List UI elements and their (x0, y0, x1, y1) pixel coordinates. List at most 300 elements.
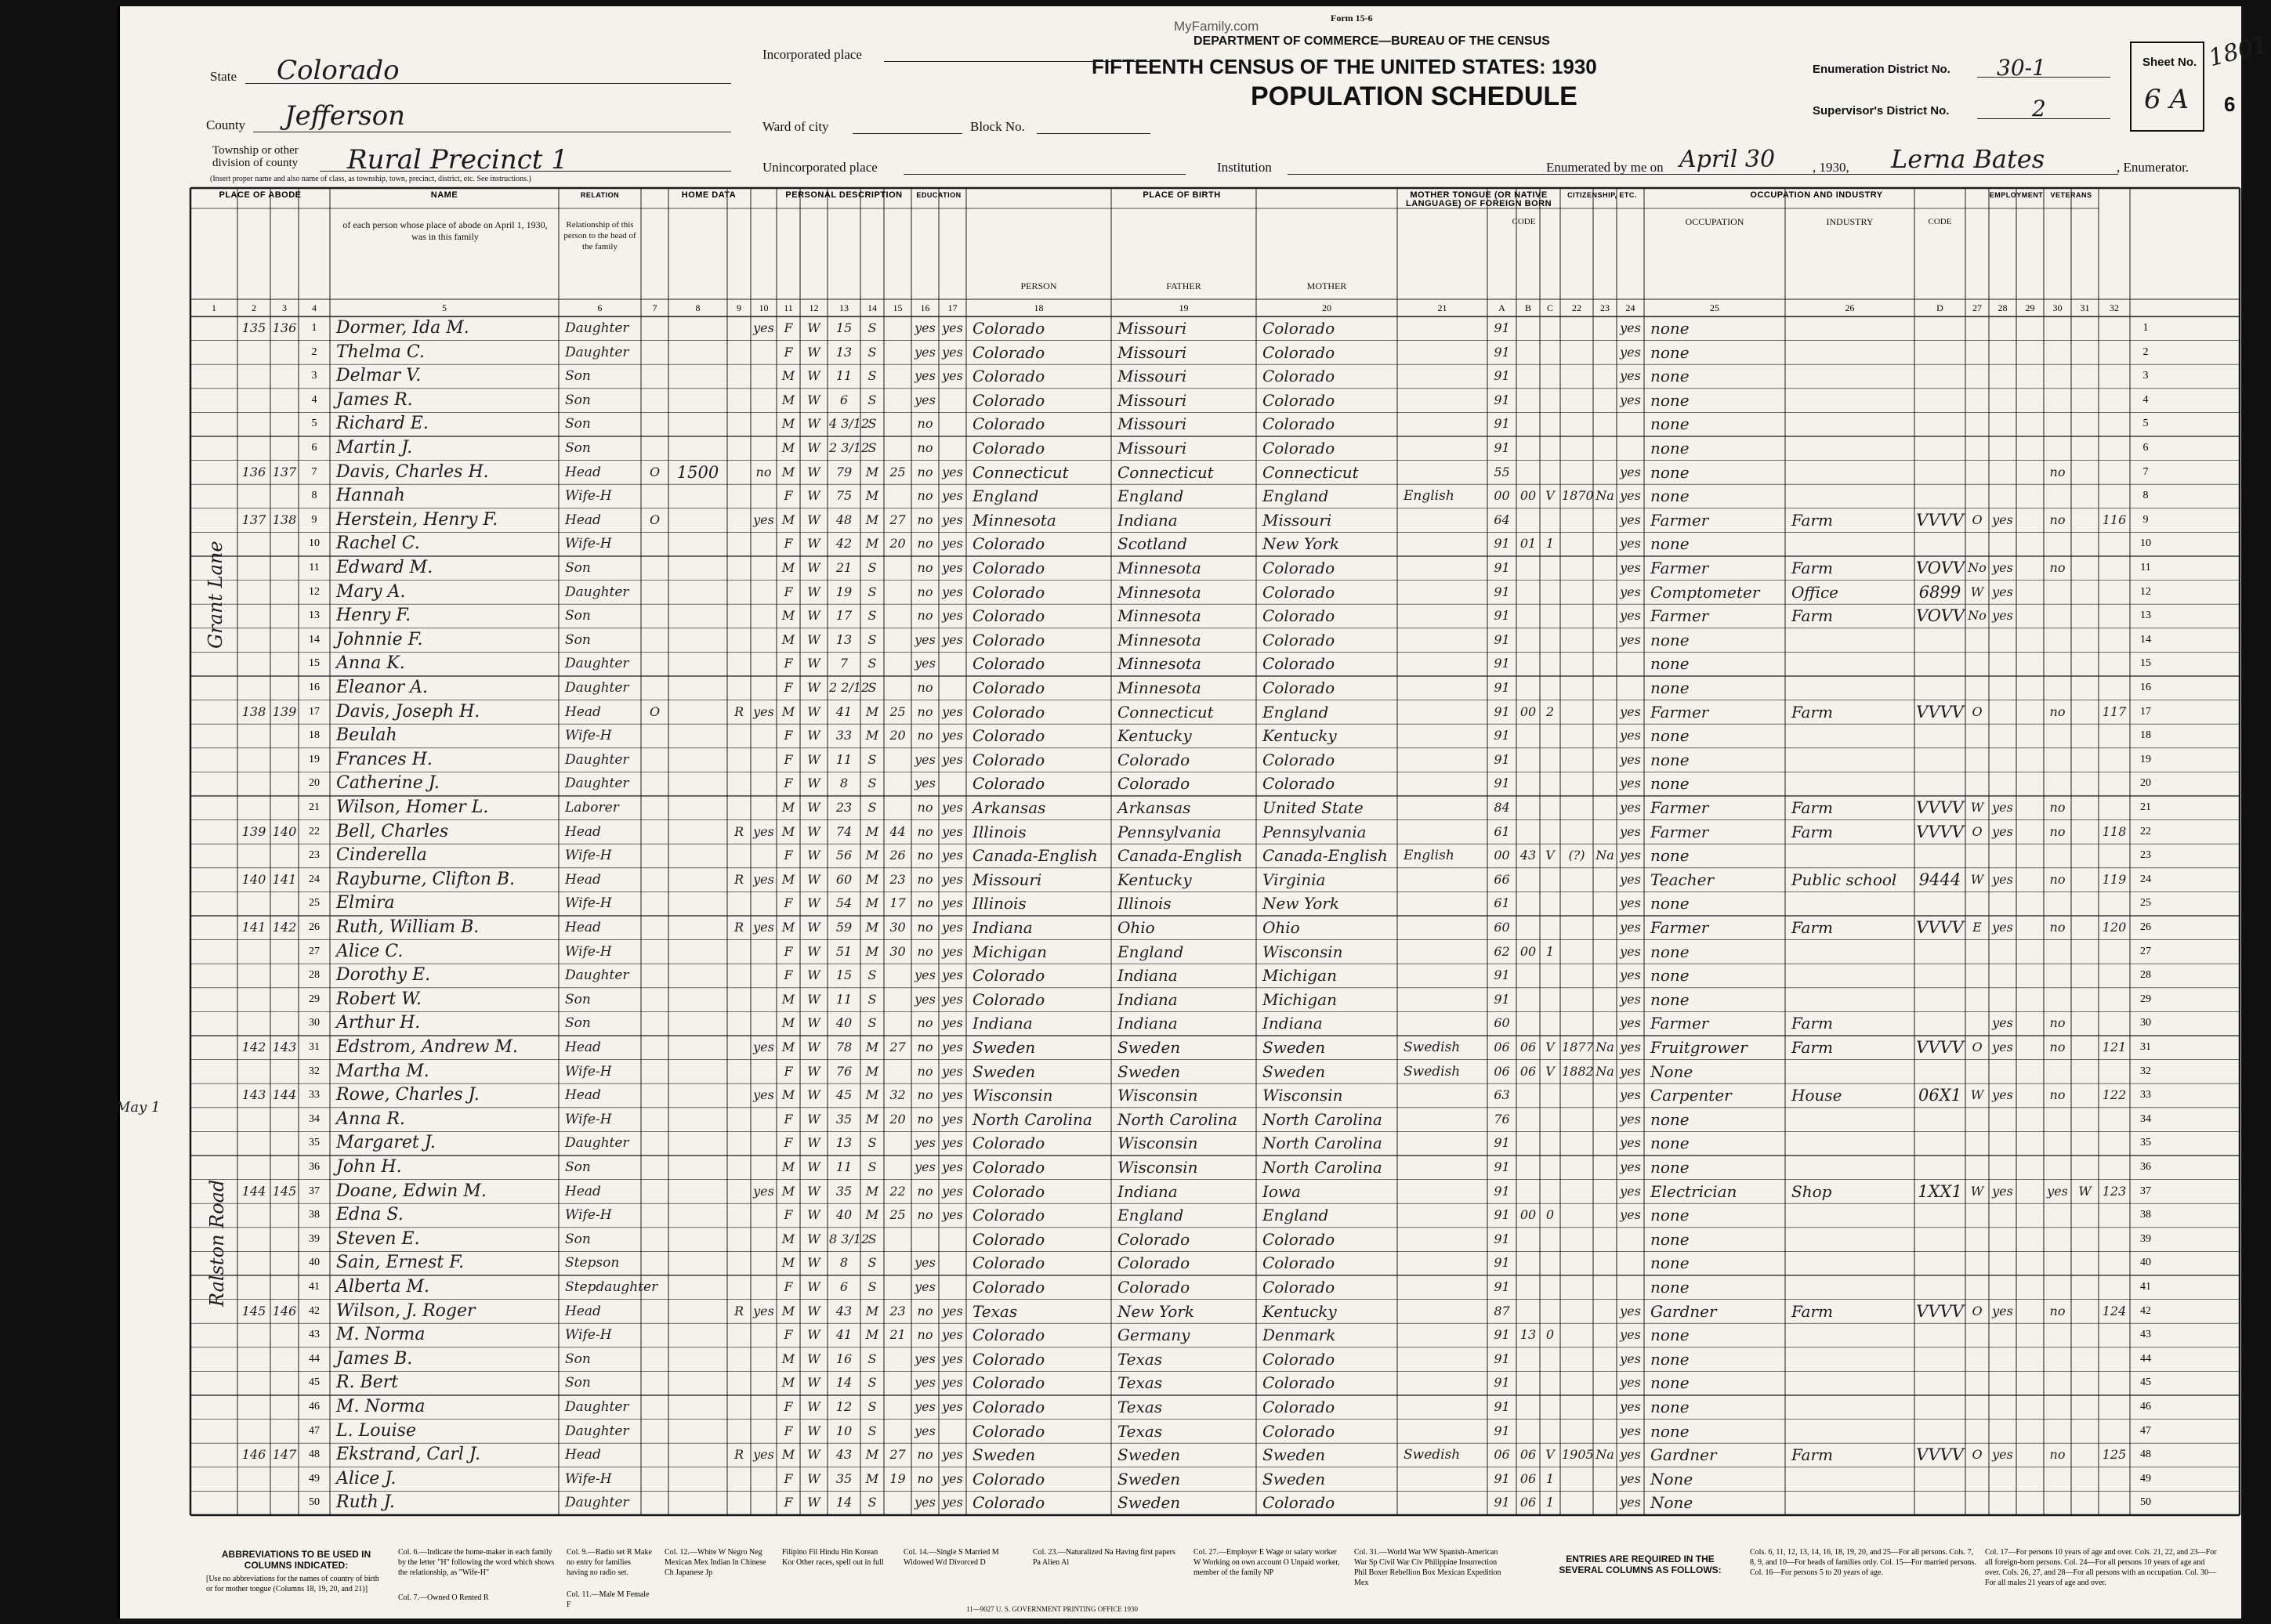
veteran (2045, 1060, 2070, 1083)
on-farm: yes (753, 920, 774, 935)
can-read-write (940, 436, 965, 460)
relation: Wife-H (565, 1111, 612, 1127)
occupation-code (1916, 1420, 1964, 1443)
veteran (2045, 748, 2070, 772)
line-number-right: 44 (2140, 1352, 2151, 1365)
code-b (1518, 1228, 1538, 1251)
occupation: none (1650, 414, 1690, 434)
line-number-right: 50 (2140, 1496, 2151, 1509)
race: W (807, 344, 820, 360)
sex: M (781, 1015, 795, 1031)
industry: Farm (1791, 510, 1833, 530)
radio-set (729, 1180, 749, 1203)
farm-schedule (2100, 676, 2128, 700)
code-c: 1 (1545, 1495, 1555, 1510)
attended-school: yes (915, 968, 936, 983)
occupation: Farmer (1650, 822, 1709, 841)
veteran (2045, 844, 2070, 867)
home-owned (643, 1371, 667, 1394)
birthplace-person: Illinois (973, 822, 1027, 841)
township-label: Township or other division of county (212, 144, 299, 169)
code-c: V (1545, 1447, 1555, 1463)
sex: F (784, 776, 793, 791)
code-c: 0 (1545, 1207, 1555, 1223)
relation: Son (565, 1231, 591, 1247)
occupation: none (1650, 966, 1690, 986)
birthplace-father: Texas (1117, 1421, 1163, 1441)
attended-school: no (917, 488, 933, 504)
dwelling-number (239, 1011, 269, 1035)
industry (1787, 1395, 1918, 1419)
radio-set (729, 1251, 749, 1275)
occupation-code (1916, 724, 1964, 747)
immigration-year (1562, 868, 1592, 892)
sex: F (784, 1063, 793, 1079)
veteran (2045, 940, 2070, 964)
naturalization: Na (1595, 488, 1614, 504)
sex: F (784, 1279, 793, 1294)
code-b (1518, 436, 1538, 460)
home-owned (643, 1491, 667, 1514)
code-c (1541, 796, 1559, 819)
can-read-write: yes (942, 1351, 963, 1366)
race: W (807, 440, 820, 455)
code-b (1518, 796, 1538, 819)
code-c (1541, 1347, 1559, 1371)
relation: Head (565, 1447, 601, 1463)
birthplace-father: Sweden (1117, 1493, 1181, 1513)
code-a: 91 (1494, 536, 1510, 552)
code-a: 61 (1494, 823, 1510, 839)
dwelling-number (239, 772, 269, 795)
code-b (1518, 772, 1538, 795)
occupation-code (1916, 1228, 1964, 1251)
at-work (1990, 1491, 2015, 1514)
race: W (807, 1015, 820, 1031)
occupation: Electrician (1650, 1181, 1737, 1201)
birthplace-person: Indiana (973, 918, 1033, 937)
naturalization (1595, 1395, 1615, 1419)
line-number: 16 (309, 682, 320, 693)
birthplace-person: Wisconsin (973, 1086, 1053, 1105)
age: 13 (835, 1135, 853, 1151)
race: W (807, 320, 820, 335)
line-number: 11 (309, 562, 320, 573)
attended-school: yes (915, 991, 936, 1007)
veteran (2045, 1275, 2070, 1299)
dwelling-number (239, 556, 269, 580)
at-work: yes (1992, 1015, 2013, 1031)
side-note: May 1 (116, 1099, 161, 1116)
radio-set (729, 964, 749, 987)
immigration-year (1562, 604, 1592, 628)
attended-school: no (917, 1470, 933, 1486)
census-row (120, 964, 2244, 987)
birthplace-person: Colorado (973, 1469, 1045, 1488)
veteran (2045, 341, 2070, 364)
age-at-marriage (886, 1156, 910, 1179)
veteran (2045, 1131, 2070, 1155)
attended-school: no (917, 1207, 933, 1223)
birthplace-person: Canada-English (973, 846, 1098, 866)
radio-set (729, 628, 749, 652)
occupation-code (1916, 364, 1964, 388)
code-b (1518, 988, 1538, 1011)
mother-tongue (1399, 1228, 1490, 1251)
column-number: 4 (312, 302, 317, 313)
class-of-worker (1967, 1420, 1987, 1443)
age-at-marriage (886, 628, 910, 652)
birthplace-person: Colorado (973, 702, 1045, 722)
code-b (1518, 461, 1538, 484)
mother-tongue (1399, 1156, 1490, 1179)
veteran (2045, 364, 2070, 388)
age: 19 (835, 584, 853, 599)
veteran (2045, 772, 2070, 795)
birthplace-mother: United State (1262, 798, 1364, 817)
war (2073, 1347, 2097, 1371)
on-farm (752, 652, 775, 675)
mother-tongue (1399, 988, 1490, 1011)
speaks-english: yes (1620, 320, 1641, 335)
veteran (2045, 436, 2070, 460)
marital-status: M (865, 1063, 879, 1079)
at-work: yes (1992, 871, 2013, 887)
war (2073, 1251, 2097, 1275)
dwelling-number (239, 1108, 269, 1131)
code-a: 64 (1494, 512, 1510, 527)
occupation-code: 9444 (1918, 870, 1961, 889)
birthplace-father: Kentucky (1117, 870, 1192, 889)
can-read-write: yes (942, 1159, 963, 1174)
census-row (120, 1323, 2244, 1347)
industry (1787, 436, 1918, 460)
industry: Farm (1791, 1038, 1833, 1057)
war (2073, 1203, 2097, 1227)
farm-schedule (2100, 892, 2128, 915)
race: W (807, 776, 820, 791)
mother-tongue (1399, 1420, 1490, 1443)
home-owned (643, 868, 667, 892)
race: W (807, 560, 820, 575)
speaks-english: yes (1620, 464, 1641, 479)
line-number: 4 (311, 393, 317, 406)
occupation-code (1916, 676, 1964, 700)
enumeration-district-label: Enumeration District No. (1813, 63, 1950, 76)
birthplace-person: Colorado (973, 630, 1045, 649)
radio-set (729, 892, 749, 915)
column-number: C (1546, 302, 1553, 313)
radio-set (729, 532, 749, 555)
family-number (272, 1420, 297, 1443)
dwelling-number (239, 844, 269, 867)
occupation-code: VVVV (1916, 918, 1964, 937)
age-at-marriage (886, 412, 910, 436)
veteran: no (2049, 1303, 2066, 1318)
person-name: R. Bert (336, 1373, 399, 1393)
marital-status: S (867, 560, 877, 575)
veteran: no (2049, 464, 2066, 479)
line-number: 46 (309, 1401, 320, 1412)
class-of-worker (1967, 676, 1987, 700)
farm-schedule: 119 (2102, 871, 2127, 887)
marital-status: M (865, 1040, 879, 1054)
radio-set (729, 1420, 749, 1443)
dwelling-number: 144 (241, 1183, 266, 1199)
age-at-marriage (886, 1228, 910, 1251)
relation: Son (565, 392, 591, 408)
code-b: 00 (1519, 488, 1537, 504)
veteran (2045, 316, 2070, 340)
sex: M (781, 800, 795, 815)
dwelling-number: 141 (241, 920, 266, 935)
birthplace-person: Colorado (973, 559, 1045, 577)
occupation-code (1916, 1395, 1964, 1419)
marital-status: M (865, 1327, 879, 1343)
code-a: 91 (1494, 1279, 1510, 1294)
code-a: 91 (1494, 344, 1510, 360)
race: W (807, 584, 820, 599)
dwelling-number (239, 676, 269, 700)
class-of-worker: O (1972, 1040, 1983, 1054)
family-number: 143 (272, 1040, 297, 1054)
home-owned (643, 1275, 667, 1299)
person-name: Steven E. (336, 1228, 420, 1249)
class-of-worker: No (1968, 560, 1987, 575)
mother-tongue (1399, 1371, 1490, 1394)
person-name: Rayburne, Clifton B. (336, 869, 516, 889)
age: 11 (835, 991, 853, 1007)
attended-school: no (917, 608, 933, 624)
farm-schedule (2100, 628, 2128, 652)
home-owned (643, 1156, 667, 1179)
radio-set (729, 1467, 749, 1491)
speaks-english: yes (1620, 1063, 1641, 1079)
code-a: 00 (1494, 848, 1510, 863)
relation: Daughter (565, 968, 629, 984)
home-value (670, 628, 726, 652)
line-number: 39 (309, 1232, 320, 1245)
home-value (670, 892, 726, 915)
industry: Farm (1791, 918, 1833, 937)
attended-school: yes (915, 1351, 936, 1366)
farm-schedule (2100, 796, 2128, 819)
person-name: Bell, Charles (336, 821, 449, 841)
age: 43 (835, 1303, 853, 1318)
industry: Farm (1791, 702, 1833, 722)
veteran: no (2049, 560, 2066, 575)
immigration-year (1562, 916, 1592, 939)
line-number-right: 15 (2140, 657, 2151, 670)
code-c: 0 (1545, 1327, 1555, 1343)
birthplace-father: North Carolina (1117, 1109, 1237, 1129)
attended-school: no (917, 1111, 933, 1127)
speaks-english (1618, 676, 1643, 700)
code-b (1518, 556, 1538, 580)
birthplace-father: Arkansas (1117, 798, 1191, 817)
line-number-right: 36 (2140, 1161, 2151, 1173)
sex: M (781, 368, 795, 384)
immigration-year: 1870 (1562, 488, 1594, 504)
attended-school: yes (915, 1423, 936, 1438)
footer-col12-b: Filipino Fil Hindu Hin Korean Kor Other races, spell out in full (782, 1548, 884, 1567)
occupation-code (1916, 461, 1964, 484)
relation: Wife-H (565, 895, 612, 912)
occupation: Farmer (1650, 798, 1709, 817)
class-of-worker (1967, 940, 1987, 964)
marital-status: S (867, 416, 877, 432)
code-a: 91 (1494, 1231, 1510, 1246)
census-row (120, 820, 2244, 844)
radio-set (729, 556, 749, 580)
on-farm (752, 1060, 775, 1083)
occupation: none (1650, 1326, 1690, 1345)
speaks-english: yes (1620, 1303, 1641, 1318)
immigration-year (1562, 1347, 1592, 1371)
war (2073, 628, 2097, 652)
birthplace-father: Missouri (1117, 414, 1187, 434)
on-farm (752, 484, 775, 508)
line-number: 10 (309, 537, 320, 550)
industry (1787, 988, 1918, 1011)
person-name: Anna R. (336, 1109, 405, 1129)
class-of-worker (1967, 1060, 1987, 1083)
age-at-marriage: 25 (889, 703, 906, 719)
column-group-label: NAME (430, 190, 458, 200)
speaks-english: yes (1620, 1207, 1641, 1223)
home-value (670, 508, 726, 532)
radio-set (729, 1083, 749, 1107)
at-work (1990, 1420, 2015, 1443)
naturalization (1595, 364, 1615, 388)
line-number: 19 (309, 753, 320, 765)
person-name: Alberta M. (336, 1277, 430, 1297)
class-of-worker (1967, 1371, 1987, 1394)
can-read-write: yes (942, 1111, 963, 1127)
birthplace-father: Colorado (1117, 750, 1190, 769)
home-owned: O (649, 703, 661, 719)
code-b (1518, 1131, 1538, 1155)
industry (1787, 1131, 1918, 1155)
dwelling-number (239, 628, 269, 652)
war (2073, 1083, 2097, 1107)
class-of-worker (1967, 389, 1987, 412)
class-of-worker: W (1970, 800, 1984, 815)
line-number-right: 43 (2140, 1329, 2151, 1341)
marital-status: M (865, 512, 879, 527)
war: W (2078, 1183, 2092, 1199)
line-number: 35 (309, 1137, 320, 1149)
speaks-english: yes (1620, 1040, 1641, 1054)
sex: F (784, 968, 793, 983)
sex: M (781, 1447, 795, 1463)
naturalization (1595, 940, 1615, 964)
code-a: 91 (1494, 703, 1510, 719)
incorporated-label: Incorporated place (762, 47, 862, 62)
column-number: 31 (2080, 302, 2090, 313)
entries-title: ENTRIES ARE REQUIRED IN THE SEVERAL COLUMNS AS FOLLOWS: (1559, 1553, 1722, 1575)
attended-school: no (917, 871, 933, 887)
naturalization (1595, 700, 1615, 724)
dwelling-number (239, 892, 269, 915)
occupation: none (1650, 534, 1690, 554)
birthplace-mother: Colorado (1262, 678, 1335, 697)
class-of-worker (1967, 341, 1987, 364)
veteran (2045, 1156, 2070, 1179)
line-number: 14 (309, 633, 320, 646)
enumerator-name: Lerna Bates (1891, 144, 2045, 174)
can-read-write: yes (942, 1447, 963, 1463)
column-number: 27 (1972, 302, 1982, 313)
occupation-code (1916, 1371, 1964, 1394)
farm-schedule (2100, 940, 2128, 964)
at-work (1990, 1347, 2015, 1371)
class-of-worker: O (1972, 1447, 1983, 1463)
at-work (1990, 436, 2015, 460)
relation: Stepson (565, 1255, 620, 1271)
birthplace-person: Colorado (973, 606, 1045, 626)
race: W (807, 895, 820, 911)
occupation: none (1650, 367, 1690, 386)
race: W (807, 680, 820, 695)
dwelling-number (239, 412, 269, 436)
occupation: Farmer (1650, 918, 1709, 937)
code-c (1541, 1228, 1559, 1251)
occupation-code (1916, 652, 1964, 675)
column-group-label: RELATION (580, 191, 620, 199)
veteran (2045, 676, 2070, 700)
birthplace-mother: Pennsylvania (1262, 822, 1367, 841)
farm-schedule: 121 (2102, 1040, 2127, 1054)
veteran (2045, 652, 2070, 675)
birthplace-father: Connecticut (1117, 462, 1214, 482)
speaks-english (1618, 1275, 1643, 1299)
farm-schedule (2100, 1371, 2128, 1394)
line-number-right: 33 (2140, 1089, 2151, 1101)
marital-status: M (865, 1087, 879, 1103)
radio-set: R (733, 703, 744, 719)
attended-school: yes (915, 751, 936, 767)
sex: M (781, 1255, 795, 1271)
race: W (807, 1111, 820, 1127)
speaks-english: yes (1620, 751, 1641, 767)
line-number: 34 (309, 1112, 320, 1125)
sex: F (784, 1470, 793, 1486)
birthplace-person: Colorado (973, 439, 1045, 458)
industry (1787, 844, 1918, 867)
industry: House (1791, 1086, 1842, 1105)
family-number (272, 412, 297, 436)
code-a: 91 (1494, 1159, 1510, 1174)
class-of-worker: O (1972, 703, 1983, 719)
line-number-right: 27 (2140, 945, 2151, 957)
census-row (120, 748, 2244, 772)
census-row (120, 1300, 2244, 1323)
naturalization (1595, 1180, 1615, 1203)
home-value (670, 1323, 726, 1347)
radio-set (729, 1275, 749, 1299)
birthplace-mother: Colorado (1262, 559, 1335, 577)
code-c (1541, 556, 1559, 580)
radio-set (729, 436, 749, 460)
radio-set: R (733, 1303, 744, 1318)
race: W (807, 1040, 820, 1054)
code-a: 91 (1494, 560, 1510, 575)
can-read-write: yes (942, 464, 963, 479)
person-name: Edstrom, Andrew M. (336, 1037, 518, 1057)
sex: F (784, 1423, 793, 1438)
at-work: yes (1992, 584, 2013, 599)
